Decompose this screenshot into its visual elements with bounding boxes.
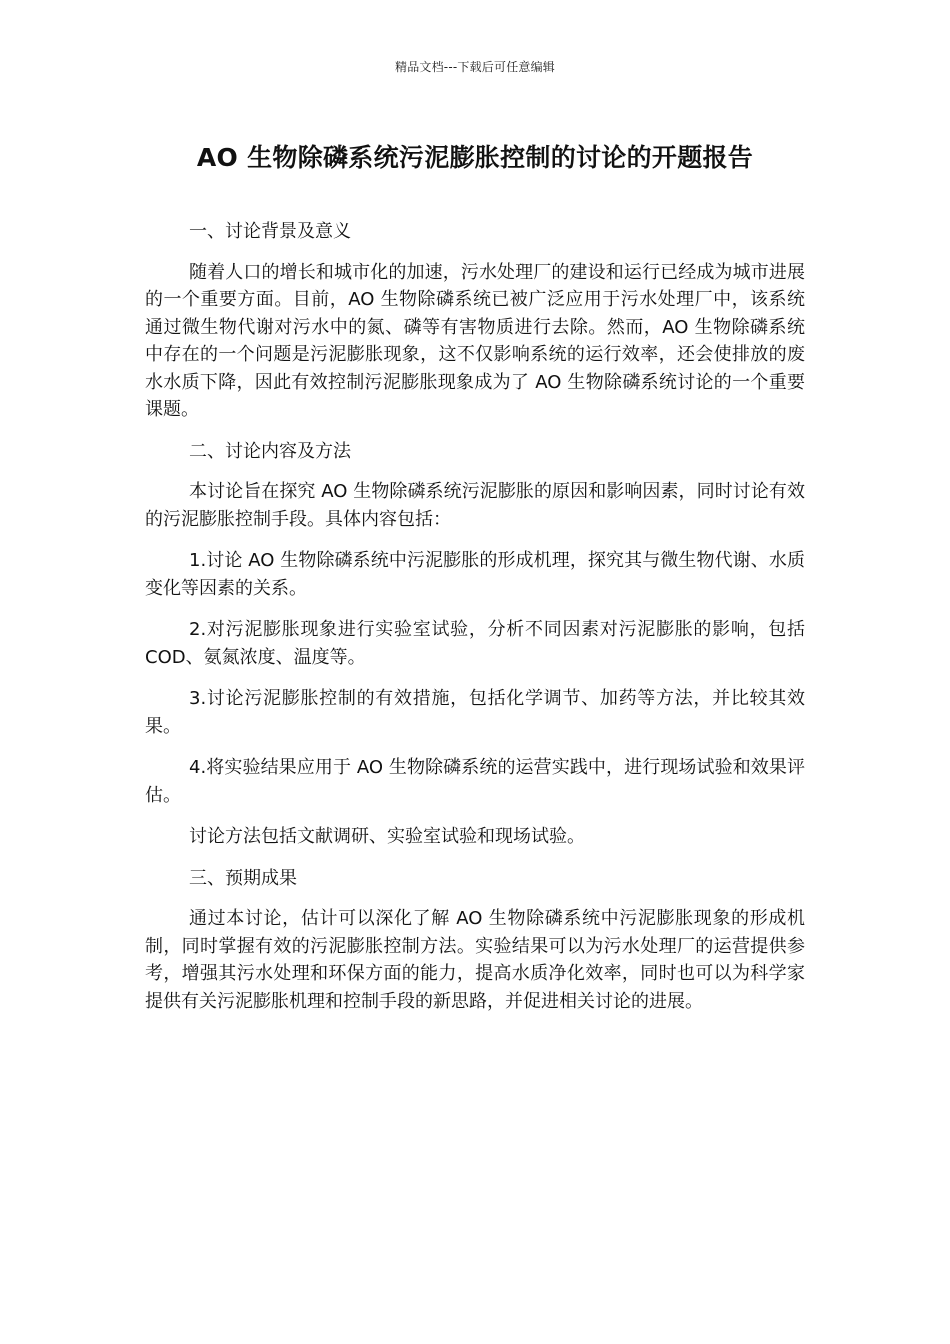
paragraph-content-intro: 本讨论旨在探究 AO 生物除磷系统污泥膨胀的原因和影响因素，同时讨论有效的污泥膨胀控制手段。具体内容包括： xyxy=(145,481,805,530)
paragraph-expected-results: 通过本讨论，估计可以深化了解 AO 生物除磷系统中污泥膨胀现象的形成机制，同时掌握有效的污泥膨胀控制方法。实验结果可以为污水处理厂的运营提供参考，增强其污水处理和环保方面的能力，提高水质净化效率，同时也可以为科学家提供有关污泥膨胀机理和控制手段的新思路，并促进相关讨论的进展。 xyxy=(145,908,805,1012)
paragraph-background: 随着人口的增长和城市化的加速，污水处理厂的建设和运行已经成为城市进展的一个重要方面。目前，AO 生物除磷系统已被广泛应用于污水处理厂中，该系统通过微生物代谢对污水中的氮、磷等有害物质进行去除。然而，AO 生物除磷系统中存在的一个问题是污泥膨胀现象，这不仅影响系统的运行效率，还会使排放的废水水质下降，因此有效控制污泥膨胀现象成为了 AO 生物除磷系统讨论的一个重要课题。 xyxy=(145,261,805,420)
list-item-3: 3.讨论污泥膨胀控制的有效措施，包括化学调节、加药等方法，并比较其效果。 xyxy=(145,688,805,737)
section-heading-background: 一、讨论背景及意义 xyxy=(189,221,351,242)
paragraph-method: 讨论方法包括文献调研、实验室试验和现场试验。 xyxy=(189,826,585,847)
section-heading-content-method: 二、讨论内容及方法 xyxy=(189,440,351,462)
document-body xyxy=(145,218,805,1029)
section-heading-expected-results: 三、预期成果 xyxy=(189,867,297,889)
list-item-1: 1.讨论 AO 生物除磷系统中污泥膨胀的形成机理，探究其与微生物代谢、水质变化等因素的关系。 xyxy=(145,550,805,599)
header-note: 精品文档---下载后可任意编辑 xyxy=(395,60,555,74)
document-title: AO 生物除磷系统污泥膨胀控制的讨论的开题报告 xyxy=(196,143,754,172)
list-item-4: 4.将实验结果应用于 AO 生物除磷系统的运营实践中，进行现场试验和效果评估。 xyxy=(145,757,805,806)
list-item-2: 2.对污泥膨胀现象进行实验室试验，分析不同因素对污泥膨胀的影响，包括 COD、氨氮浓度、温度等。 xyxy=(145,619,805,668)
